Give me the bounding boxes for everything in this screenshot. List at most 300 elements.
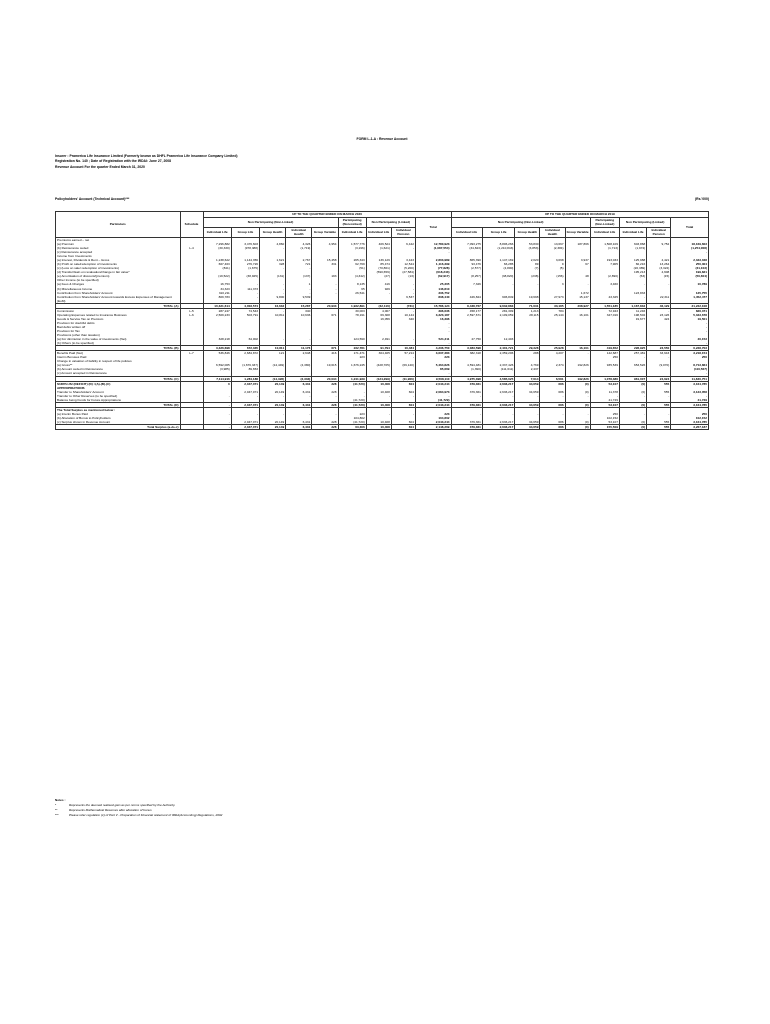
row-label: (b) Amount ceded in Reinsurance xyxy=(56,367,181,371)
value-cell: 379,361 xyxy=(451,382,482,386)
total-cell: (618,243) xyxy=(415,270,451,274)
value-cell: - xyxy=(391,291,415,295)
value-cell: 16,753 xyxy=(203,282,231,286)
value-cell: 12,544 xyxy=(391,262,415,266)
np-linked-2019: Non Participating (Linked) xyxy=(619,217,670,227)
col-header: Individual Life xyxy=(619,227,646,237)
value-cell: (3,196) xyxy=(338,246,366,250)
value-cell: 102,152 xyxy=(590,416,619,420)
value-cell: 155,509 xyxy=(590,425,619,430)
value-cell: (11,906) xyxy=(391,376,415,381)
row-label: Provisions (other than taxation) xyxy=(56,333,181,337)
value-cell: 265,343 xyxy=(338,258,366,262)
value-cell: (3,853) xyxy=(515,246,540,250)
value-cell: 72,943 xyxy=(590,308,619,313)
total-cell: 146,810 xyxy=(415,287,451,291)
value-cell: 2,047,071 xyxy=(231,382,259,386)
total-cell: - xyxy=(671,371,709,376)
value-cell: 43,325 xyxy=(590,295,619,304)
value-cell: 121 xyxy=(260,351,286,356)
value-cell: 1,551,185 xyxy=(590,303,619,308)
table-row xyxy=(56,295,709,304)
value-cell: 10,811 xyxy=(260,313,286,317)
value-cell: (13) xyxy=(391,274,415,278)
row-label: (b) Allocation of Bonus to Policyholders xyxy=(56,416,181,420)
col-header: Individual Health xyxy=(286,227,312,237)
total-cell: 2,148,269 xyxy=(415,425,451,430)
row-label: Transfer to Other Reserves (to be specified) xyxy=(56,394,181,398)
value-cell: 9,752 xyxy=(647,242,671,246)
value-cell: 228,925 xyxy=(619,346,646,351)
value-cell: 555 xyxy=(647,425,671,430)
value-cell: 3,326,698 xyxy=(203,346,231,351)
row-schedule: L-7 xyxy=(180,351,203,356)
np-linked-2020: Non Participating (Linked) xyxy=(366,217,415,227)
row-label: Premiums earned – net xyxy=(56,237,181,242)
total-cell: 104,802 xyxy=(415,416,451,420)
value-cell: 686 xyxy=(540,382,565,386)
value-cell: 6,431 xyxy=(286,390,312,394)
value-cell: 379,361 xyxy=(451,402,482,407)
value-cell: 8,438,767 xyxy=(451,303,482,308)
row-schedule: L-6 xyxy=(180,313,203,317)
value-cell: 12,403 xyxy=(482,337,514,341)
total-cell: 85,669 xyxy=(415,367,451,371)
value-cell: - xyxy=(619,394,646,398)
value-cell: 13,667 xyxy=(540,242,565,246)
value-cell: - xyxy=(647,412,671,416)
total-cell: 1,452,477 xyxy=(671,295,709,304)
total-cell: - xyxy=(415,341,451,346)
value-cell: 4,608 xyxy=(647,270,671,274)
value-cell: (0) xyxy=(565,425,590,430)
value-cell: (5,200) xyxy=(391,266,415,270)
value-cell: 208,927 xyxy=(565,303,590,308)
row-label: TOTAL (A) xyxy=(56,303,181,308)
total-cell: 41,729 xyxy=(671,398,709,403)
value-cell: 192,826 xyxy=(565,376,590,381)
row-label: (a) For diminution in the value of investments (Net) xyxy=(56,337,181,341)
value-cell: 328 xyxy=(260,262,286,266)
row-label: (b) Profit on sale/redemption of investments xyxy=(56,262,181,266)
value-cell: (1,210,843) xyxy=(482,246,514,250)
value-cell: 9,632,883 xyxy=(482,303,514,308)
value-cell: 3,460 xyxy=(590,282,619,286)
value-cell: 67 xyxy=(565,262,590,266)
value-cell: 10,484 xyxy=(391,346,415,351)
col-header: Group Health xyxy=(260,227,286,237)
value-cell: (9,070) xyxy=(647,363,671,367)
value-cell: 671 xyxy=(312,313,338,317)
value-cell: 672,335 xyxy=(231,346,259,351)
total-cell: 40,153 xyxy=(671,337,709,341)
value-cell: - xyxy=(203,412,231,416)
value-cell: (156) xyxy=(540,274,565,278)
value-cell: 426,824 xyxy=(451,295,482,304)
value-cell: (0) xyxy=(619,382,646,386)
value-cell: (0) xyxy=(565,402,590,407)
value-cell: 9,537 xyxy=(391,295,415,304)
value-cell: - xyxy=(231,282,259,286)
value-cell: (111,611) xyxy=(482,367,514,371)
value-cell: 1,508,109 xyxy=(590,242,619,246)
value-cell: 250 xyxy=(590,412,619,416)
value-cell: 8,806,266 xyxy=(482,242,514,246)
value-cell: 2,047,071 xyxy=(231,425,259,430)
value-cell: (2,333) xyxy=(286,376,312,381)
value-cell: 2,491 xyxy=(366,337,391,341)
np-nonlinked-2020: Non Participating (Non-Linked) xyxy=(203,217,338,227)
value-cell: 20,149 xyxy=(260,402,286,407)
value-cell: 27,973 xyxy=(540,295,565,304)
row-label: Transfer to Shareholders' Account xyxy=(56,390,181,394)
total-cell: 4,236,750 xyxy=(415,346,451,351)
value-cell: 228 xyxy=(312,382,338,386)
value-cell: 4,326 xyxy=(286,242,312,246)
value-cell: (41,720) xyxy=(338,420,366,425)
value-cell: 604 xyxy=(391,420,415,425)
value-cell: 7,905 xyxy=(590,262,619,266)
value-cell: (2,890) xyxy=(590,274,619,278)
value-cell: 33,643 xyxy=(647,351,671,356)
total-cell: - xyxy=(415,329,451,333)
value-cell: 6,442 xyxy=(391,242,415,246)
total-cell: 2,084,973 xyxy=(415,390,451,394)
value-cell: 1,147,169 xyxy=(482,258,514,262)
value-cell: 22,311 xyxy=(647,295,671,304)
value-cell: (70,861) xyxy=(366,266,391,270)
value-cell: 686 xyxy=(540,420,565,425)
value-cell: 193,033 xyxy=(590,258,619,262)
col-header: Individual Life xyxy=(451,227,482,237)
value-cell: - xyxy=(286,337,312,341)
value-cell: - xyxy=(619,355,646,359)
value-cell: 19,677 xyxy=(619,317,646,321)
value-cell: 6,431 xyxy=(286,425,312,430)
total-cell: 8,713,864 xyxy=(671,363,709,367)
value-cell: 228 xyxy=(312,390,338,394)
value-cell: - xyxy=(203,402,231,407)
value-cell: 223 xyxy=(338,355,366,359)
value-cell: 23,126 xyxy=(647,313,671,317)
value-cell: (0) xyxy=(619,420,646,425)
total-cell: (77,828) xyxy=(415,266,451,270)
value-cell: - xyxy=(312,412,338,416)
total-cell: 250 xyxy=(671,412,709,416)
value-cell: 19,615 xyxy=(312,363,338,367)
value-cell: (41,720) xyxy=(338,402,366,407)
value-cell: 382,318 xyxy=(451,351,482,356)
value-cell: - xyxy=(260,266,286,270)
total-cell: 3,637,383 xyxy=(415,351,451,356)
value-cell: - xyxy=(312,291,338,295)
value-cell: - xyxy=(619,295,646,304)
value-cell: 2,636,217 xyxy=(482,382,514,386)
total-cell: 5,343,678 xyxy=(671,313,709,317)
value-cell: 64,002 xyxy=(231,337,259,341)
total-cell: 6,228,703 xyxy=(671,346,709,351)
value-cell: (30,330) xyxy=(203,246,231,250)
value-cell: 91,794 xyxy=(366,346,391,351)
value-cell: (238) xyxy=(515,274,540,278)
value-cell: 1,676,245 xyxy=(338,363,366,367)
value-cell: 1,577,776 xyxy=(338,242,366,246)
value-cell: - xyxy=(590,394,619,398)
value-cell: (0) xyxy=(619,425,646,430)
value-cell: - xyxy=(619,282,646,286)
value-cell: - xyxy=(286,394,312,398)
value-cell: 123,833 xyxy=(619,291,646,295)
value-cell xyxy=(366,295,391,304)
total-cell: 3,123,058 xyxy=(671,390,709,394)
value-cell: 34,659 xyxy=(515,390,540,394)
total-cell: - xyxy=(415,250,451,254)
value-cell: 2,109,059 xyxy=(482,313,514,317)
row-label: (c) Reinsurance accepted xyxy=(56,250,181,254)
value-cell: - xyxy=(647,282,671,286)
value-cell: 195,213 xyxy=(619,270,646,274)
row-label: (a) Gross** xyxy=(56,363,181,367)
value-cell: 6,581 xyxy=(540,376,565,381)
value-cell: 20,149 xyxy=(260,390,286,394)
value-cell: 53,107 xyxy=(590,382,619,386)
total-cell: 250,304 xyxy=(671,262,709,266)
row-label: Provision for doubtful debts xyxy=(56,321,181,325)
value-cell: 16,056 xyxy=(366,317,391,321)
total-cell: 223 xyxy=(415,412,451,416)
value-cell: 424 xyxy=(647,317,671,321)
value-cell: (978,388) xyxy=(231,246,259,250)
value-cell: - xyxy=(482,412,514,416)
value-cell: 4,769 xyxy=(515,363,540,367)
value-cell: 93,476 xyxy=(451,262,482,266)
total-cell: 2,043,244 xyxy=(415,420,451,425)
value-cell: 85,474 xyxy=(366,262,391,266)
value-cell: 250 xyxy=(590,355,619,359)
value-cell: 555 xyxy=(647,402,671,407)
value-cell: 10,408 xyxy=(366,382,391,386)
value-cell: - xyxy=(203,425,231,430)
value-cell: (4,800) xyxy=(482,266,514,270)
value-cell: (7) xyxy=(515,266,540,270)
period-2019-header: UP TO THE QUARTER ENDED ON MARCH 2019 xyxy=(451,212,708,218)
value-cell: 66,285 xyxy=(482,262,514,266)
total-cell: 3,323,187 xyxy=(415,313,451,317)
value-cell: 379,361 xyxy=(451,420,482,425)
value-cell: 2,636,217 xyxy=(482,402,514,407)
value-cell: 1,167,832 xyxy=(619,303,646,308)
total-cell: - xyxy=(671,341,709,346)
value-cell: (731) xyxy=(391,303,415,308)
value-cell: 26,541 xyxy=(338,291,366,295)
value-cell: 604 xyxy=(391,382,415,386)
total-cell: 19,501 xyxy=(671,317,709,321)
value-cell: 809,783 xyxy=(203,295,231,304)
value-cell: 347,016 xyxy=(590,313,619,317)
value-cell: (32,116) xyxy=(366,303,391,308)
value-cell: - xyxy=(565,394,590,398)
value-cell: 7,614 xyxy=(515,376,540,381)
row-label: Income from Investments xyxy=(56,254,181,258)
total-cell: 199,821 xyxy=(671,270,709,274)
row-label: Interim Bonuses Paid xyxy=(56,355,181,359)
row-label: The Total Surplus as mentioned below : xyxy=(56,407,181,412)
form-title: FORM L-1-A : Revenue Account xyxy=(356,137,408,141)
value-cell: - xyxy=(260,337,286,341)
value-cell: - xyxy=(647,394,671,398)
value-cell: (1,974) xyxy=(619,246,646,250)
total-cell: - xyxy=(671,250,709,254)
value-cell: 65 xyxy=(338,287,366,291)
col-header: Group Life xyxy=(231,227,259,237)
value-cell: (51) xyxy=(338,266,366,270)
p-nonlinked-2019: Participating (Non-Linked) xyxy=(590,217,619,227)
value-cell: 2,636,217 xyxy=(482,425,514,430)
value-cell: 906,849 xyxy=(482,295,514,304)
value-cell: - xyxy=(391,394,415,398)
total-cell: 2,043,244 xyxy=(415,382,451,386)
total-cell: 2,343,048 xyxy=(671,258,709,262)
value-cell: 281,309 xyxy=(482,308,514,313)
value-cell: 3,476,603 xyxy=(231,242,259,246)
total-cell: (1,254,008) xyxy=(671,246,709,250)
total-cell: 396,636 xyxy=(415,308,451,313)
value-cell: 63,306 xyxy=(338,425,366,430)
value-cell: 0 xyxy=(203,382,231,386)
value-cell: - xyxy=(391,412,415,416)
value-cell: 3,098 xyxy=(540,258,565,262)
value-cell: 671 xyxy=(312,346,338,351)
value-cell: 20,149 xyxy=(260,382,286,386)
value-cell: 721 xyxy=(286,262,312,266)
value-cell: 458,177 xyxy=(451,308,482,313)
row-label: Goods & Service Tax on Premium xyxy=(56,317,181,321)
value-cell: 1,241,939 xyxy=(338,376,366,381)
total-cell: (41,729) xyxy=(415,398,451,403)
row-label: Provision for Tax xyxy=(56,329,181,333)
total-cell: 223 xyxy=(415,355,451,359)
total-cell: (50,604) xyxy=(671,274,709,278)
table-body xyxy=(56,237,709,429)
col-header: Group Variable xyxy=(565,227,590,237)
value-cell: (1,713) xyxy=(590,246,619,250)
value-cell: 7,296,882 xyxy=(203,242,231,246)
value-cell: 34,659 xyxy=(515,420,540,425)
value-cell: - xyxy=(565,282,590,286)
value-cell: 340 xyxy=(286,308,312,313)
value-cell: 223 xyxy=(338,412,366,416)
total-cell: (1,087,554) xyxy=(415,246,451,250)
value-cell: 228 xyxy=(312,402,338,407)
total-cell: - xyxy=(671,325,709,329)
value-cell: (38,925) xyxy=(231,274,259,278)
total-cell: 125,755 xyxy=(671,291,709,295)
value-cell: 23,550 xyxy=(647,346,671,351)
row-label: (e) Amortisation of discount/(premium) xyxy=(56,274,181,278)
row-label: Contribution from Shareholders' Account towards Excess Expenses of Management (EoM) xyxy=(56,295,181,304)
value-cell: 27,750 xyxy=(451,337,482,341)
row-label: TOTAL (B) xyxy=(56,346,181,351)
np-nonlinked-2019: Non Participating (Non-Linked) xyxy=(451,217,590,227)
row-label: Commission xyxy=(56,308,181,313)
note-item xyxy=(55,813,222,818)
row-label: Operating Expenses related to Insurance Business xyxy=(56,313,181,317)
value-cell: 331 xyxy=(312,262,338,266)
value-cell: 929 xyxy=(366,287,391,291)
value-cell: 2,401,721 xyxy=(482,346,514,351)
value-cell: - xyxy=(286,266,312,270)
col-header: Individual Life xyxy=(366,227,391,237)
value-cell: 604 xyxy=(391,390,415,394)
header-block xyxy=(55,154,238,170)
value-cell: - xyxy=(203,394,231,398)
note-mark: * xyxy=(55,803,57,807)
value-cell: 34,659 xyxy=(515,382,540,386)
value-cell: 7,326 xyxy=(451,282,482,286)
value-cell: 53,107 xyxy=(590,402,619,407)
row-label: (a) Interim Bonus Paid xyxy=(56,412,181,416)
value-cell: 1,213 xyxy=(515,308,540,313)
value-cell: (1,390) xyxy=(451,367,482,371)
value-cell: 4,007 xyxy=(366,308,391,313)
value-cell: 1,672 xyxy=(565,291,590,295)
value-cell: 1,284,188 xyxy=(231,376,259,381)
value-cell: 310,211 xyxy=(203,291,231,295)
value-cell: (14,328) xyxy=(260,376,286,381)
value-cell: 41,729 xyxy=(590,398,619,403)
value-cell: - xyxy=(391,355,415,359)
value-cell: 15,137 xyxy=(565,295,590,304)
value-cell: 257,481 xyxy=(619,351,646,356)
value-cell: 89,653 xyxy=(231,367,259,371)
row-label: (c) (Loss on sale/ redemption of investments) xyxy=(56,266,181,270)
value-cell: 287,247 xyxy=(203,308,231,313)
value-cell: 4,003,574 xyxy=(231,303,259,308)
total-cell: 838,440 xyxy=(415,295,451,304)
value-cell: 865,390 xyxy=(451,258,482,262)
value-cell: (3,985) xyxy=(203,367,231,371)
total-cell: 3,164,785 xyxy=(671,420,709,425)
total-cell: 25,305 xyxy=(415,282,451,286)
value-cell: - xyxy=(482,394,514,398)
row-label: TOTAL (D) xyxy=(56,402,181,407)
total-cell: 21,222,108 xyxy=(671,303,709,308)
value-cell: - xyxy=(312,394,338,398)
total-cell: - xyxy=(415,394,451,398)
schedule-header: Schedule xyxy=(180,212,203,238)
total-cell: 15,786,124 xyxy=(415,303,451,308)
row-label: Benefits Paid (Net) xyxy=(56,351,181,356)
value-cell: 10,321,614 xyxy=(203,303,231,308)
value-cell: - xyxy=(286,287,312,291)
row-label: Balance being Funds for Future Appropriations xyxy=(56,398,181,403)
value-cell: 25,144 xyxy=(540,313,565,317)
total-cell: (31,103) xyxy=(671,266,709,270)
value-cell: - xyxy=(366,394,391,398)
note-mark: ** xyxy=(55,808,58,812)
value-cell: 9 xyxy=(540,262,565,266)
total-cell: 3,267,187 xyxy=(671,425,709,430)
row-label: (c) Surplus shown in Revenue Account xyxy=(56,420,181,425)
value-cell: 7,114,916 xyxy=(203,376,231,381)
value-cell: 667,463 xyxy=(203,262,231,266)
value-cell: 1,144,356 xyxy=(231,258,259,262)
value-cell: 1 xyxy=(286,282,312,286)
value-cell: 419,652 xyxy=(590,346,619,351)
row-schedule: L-4 xyxy=(180,246,203,250)
value-cell: 2,359,206 xyxy=(482,351,514,356)
total-cell: (110,567) xyxy=(671,367,709,371)
